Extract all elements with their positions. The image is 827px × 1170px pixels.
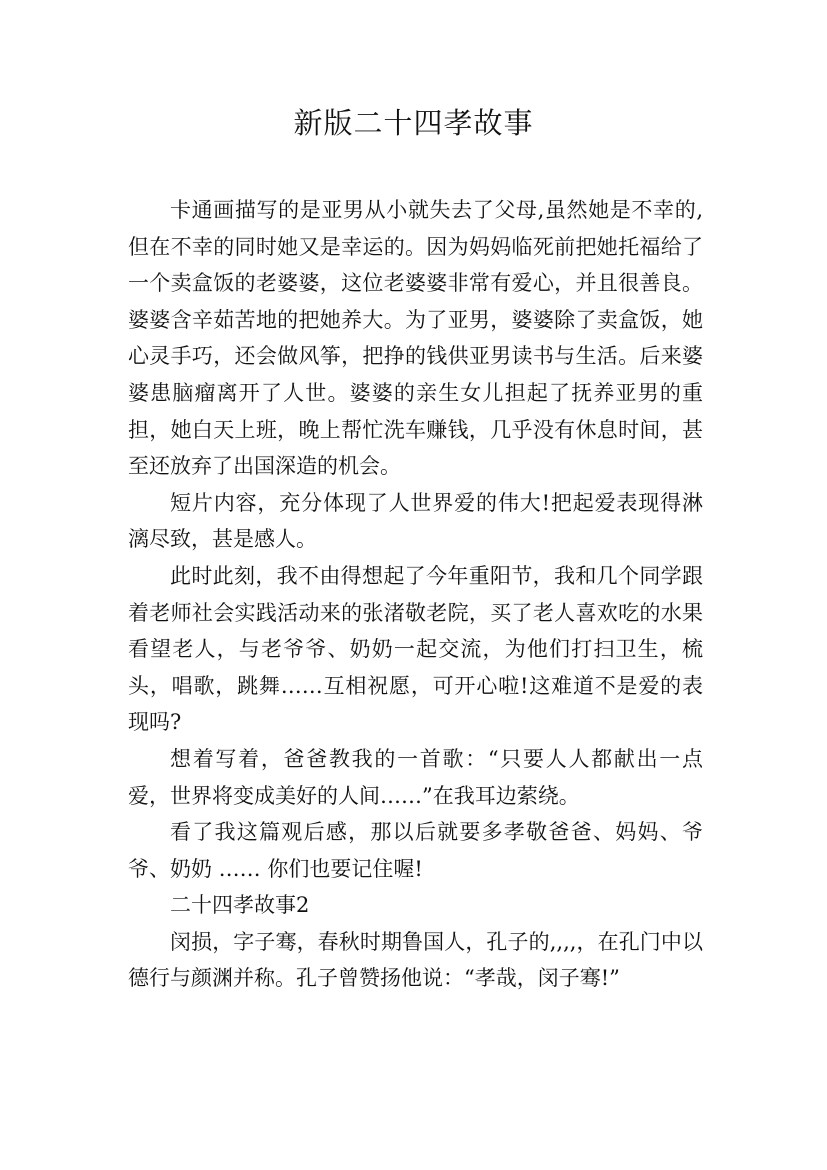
section-heading-story-2: 二十四孝故事2 (170, 893, 310, 918)
document-body (128, 192, 703, 997)
paragraph-song: 想着写着，爸爸教我的一首歌：“只要人人都献出一点爱，世界将变成美好的人间……”在我耳边萦绕。 (128, 746, 703, 808)
paragraph-filial-reminder: 看了我这篇观后感，那以后就要多孝敬爸爸、妈妈、爷爷、奶奶 …… 你们也要记住喔! (128, 820, 703, 881)
paragraph-chongyang-visit: 此时此刻，我不由得想起了今年重阳节，我和几个同学跟着老师社会实践活动来的张渚敬老院，买了老人喜欢吃的水果看望老人，与老爷爷、奶奶一起交流，为他们打扫卫生，梳头，唱歌，跳舞……互相祝愿，可开心啦!这难道不是爱的表现吗? (128, 563, 703, 735)
document-title: 新版二十四孝故事 (293, 106, 534, 140)
paragraph-min-sun: 闵损，字子骞，春秋时期鲁国人，孔子的,,,,，在孔门中以德行与颜渊并称。孔子曾赞扬他说：“孝哉，闵子骞!” (128, 929, 703, 991)
paragraph-cartoon-summary: 卡通画描写的是亚男从小就失去了父母,虽然她是不幸的,但在不幸的同时她又是幸运的。因为妈妈临死前把她托福给了一个卖盒饭的老婆婆，这位老婆婆非常有爱心，并且很善良。婆婆含辛茹苦地的把她养大。为了亚男，婆婆除了卖盒饭，她心灵手巧，还会做风筝，把挣的钱供亚男读书与生活。后来婆婆患脑瘤离开了人世。婆婆的亲生女儿担起了抚养亚男的重担，她白天上班，晚上帮忙洗车赚钱，几乎没有休息时间，甚至还放弃了出国深造的机会。 (128, 198, 703, 479)
paragraph-short-film: 短片内容，充分体现了人世界爱的伟大!把起爱表现得淋漓尽致，甚是感人。 (128, 490, 703, 552)
